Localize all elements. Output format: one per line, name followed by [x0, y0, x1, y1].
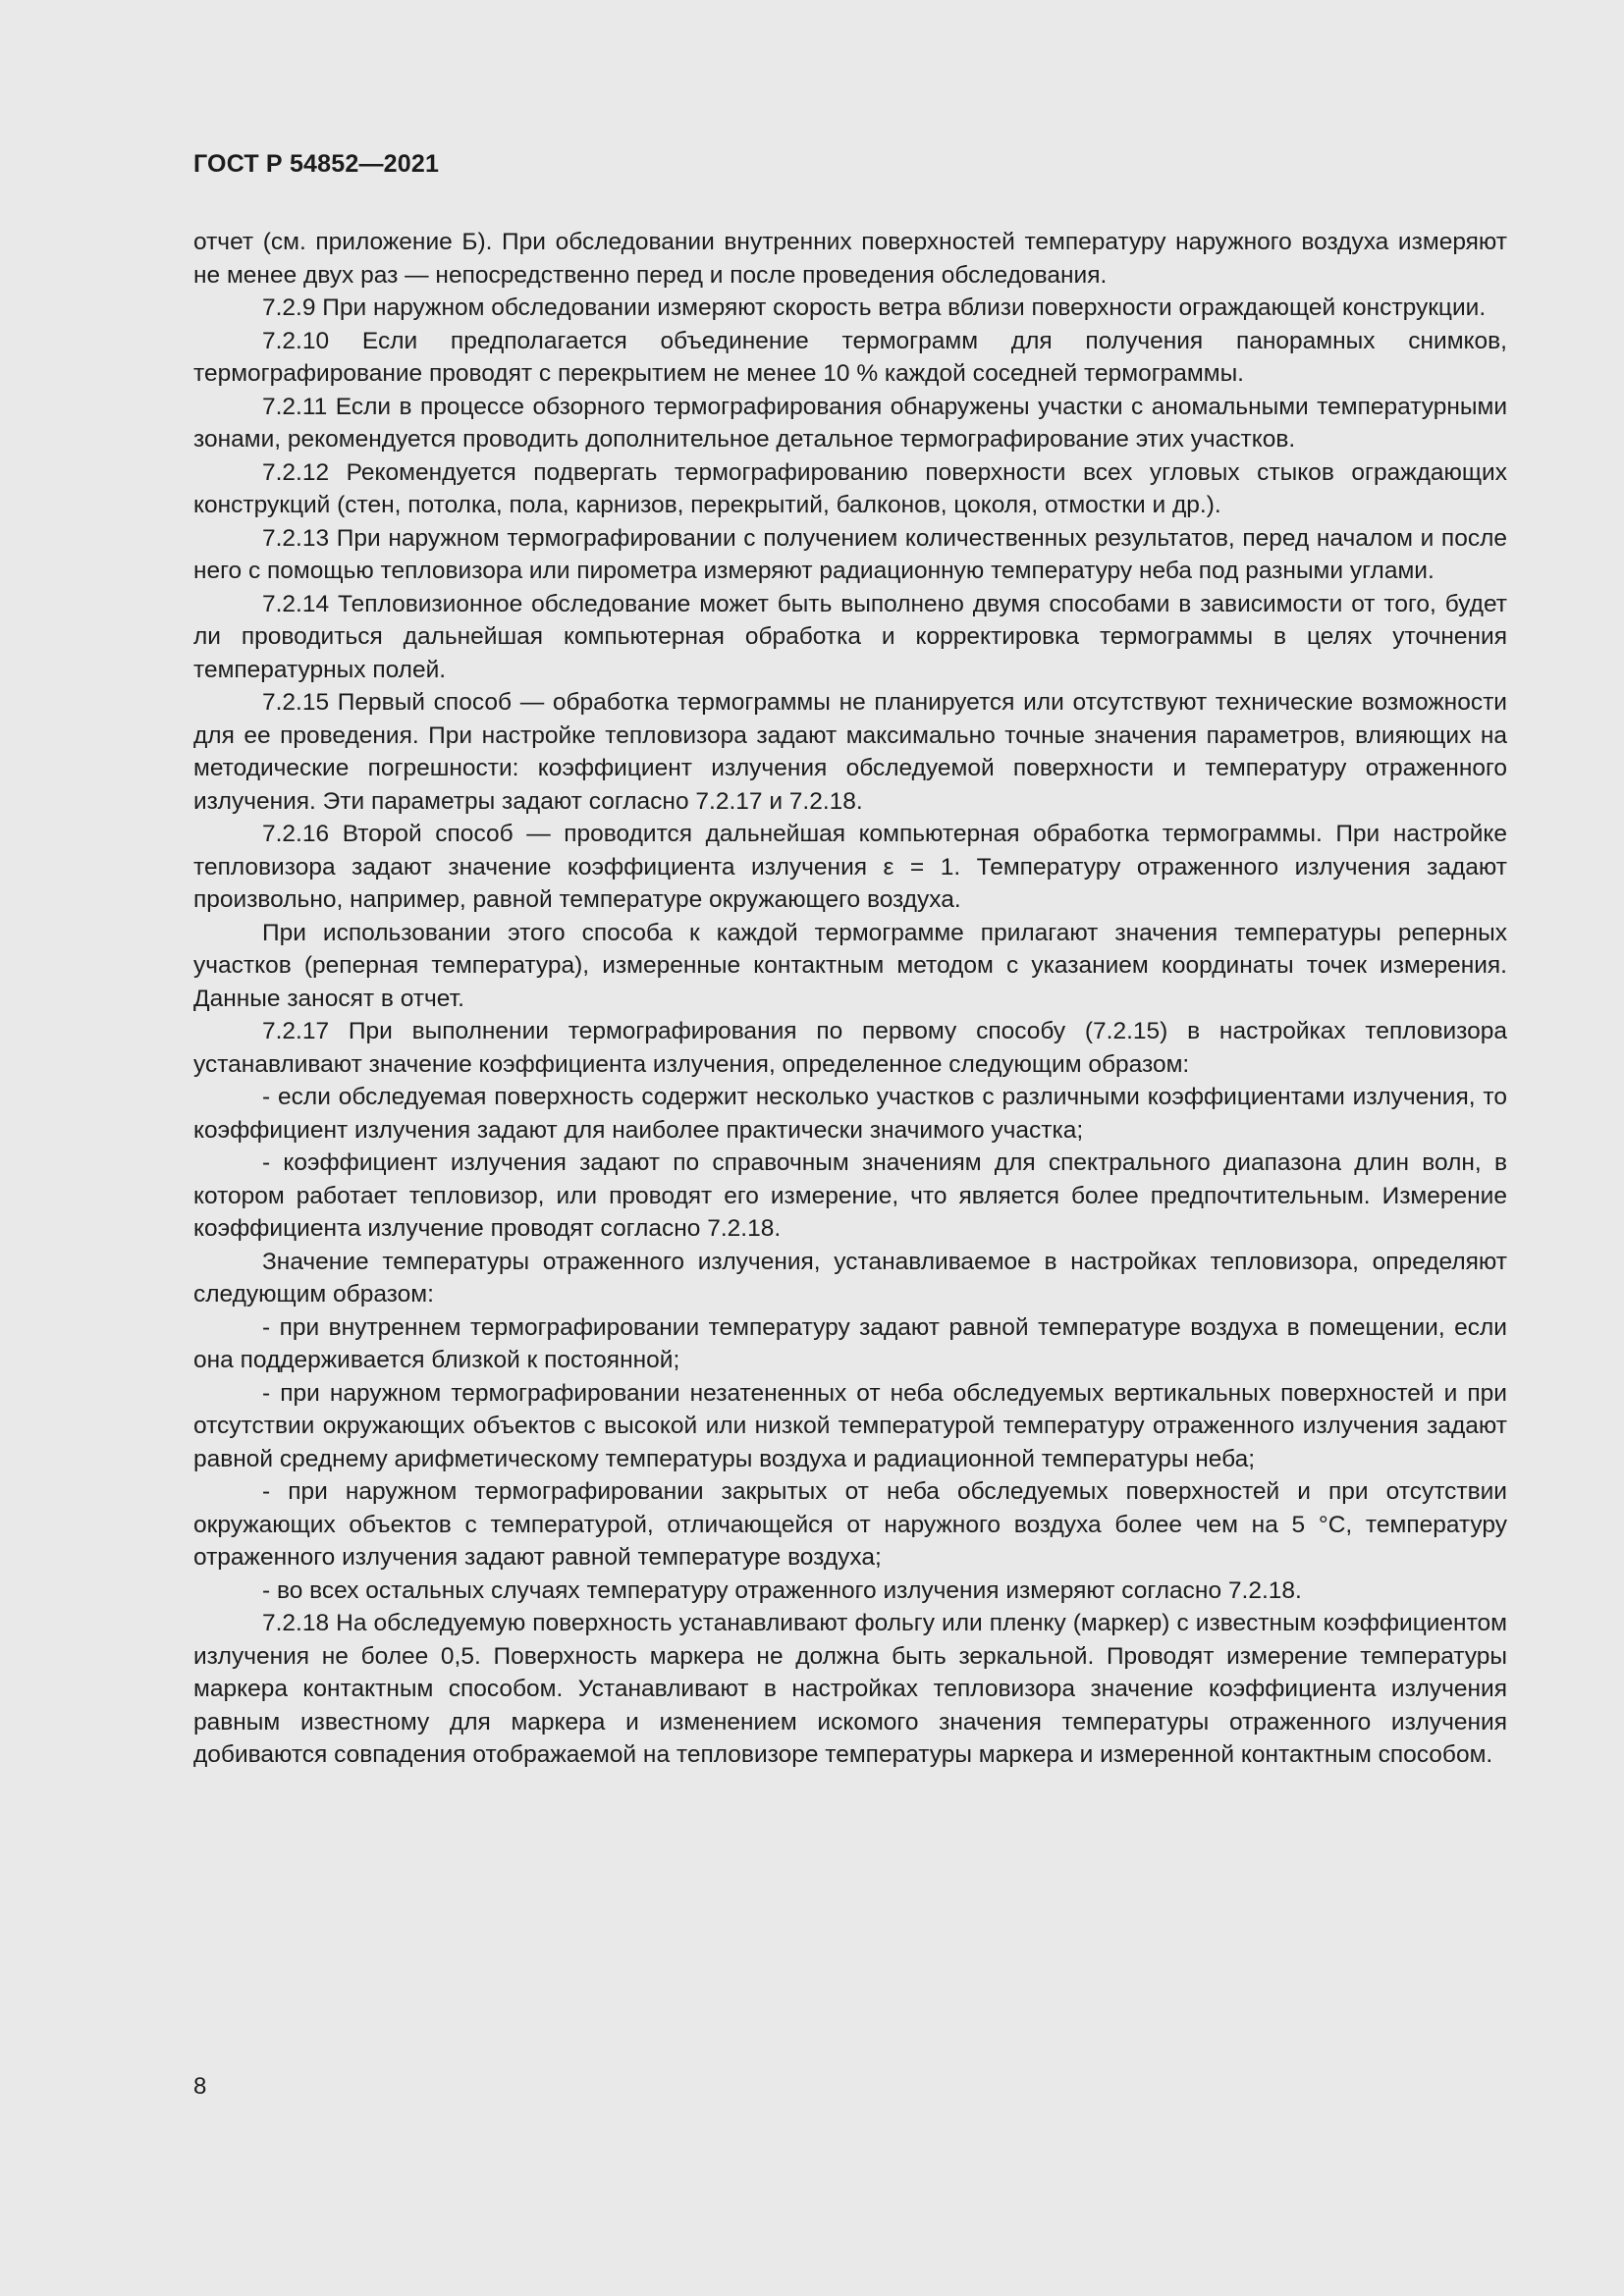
document-header: ГОСТ Р 54852—2021: [193, 150, 440, 178]
paragraph-7-2-17: 7.2.17 При выполнении термографирования по первому способу (7.2.15) в настройках тепловизора устанавливают значение коэффициента излучения, определенное следующим образом:: [193, 1018, 1507, 1078]
paragraph-7-2-15: 7.2.15 Первый способ — обработка термограммы не планируется или отсутствуют технические возможности для ее проведения. При настройке тепловизора задают максимально точные значения параметров, влияющих на методические погрешности: коэффициент излучения обследуемой поверхности и температуру отраженного излучения. Эти параметры задают согласно 7.2.17 и 7.2.18.: [193, 689, 1507, 815]
paragraph-7-2-9: 7.2.9 При наружном обследовании измеряют скорость ветра вблизи поверхности ограждающей конструкции.: [262, 294, 1487, 321]
list-item: - при внутреннем термографировании температуру задают равной температуре воздуха в помещении, если она поддерживается близкой к постоянной;: [193, 1313, 1507, 1373]
paragraph-7-2-13: 7.2.13 При наружном термографировании с получением количественных результатов, перед началом и после него с помощью тепловизора или пирометра измеряют радиационную температуру неба под разными углами.: [193, 524, 1507, 584]
document-body: [193, 226, 1507, 1772]
paragraph-7-2-11: 7.2.11 Если в процессе обзорного термографирования обнаружены участки с аномальными температурными зонами, рекомендуется проводить дополнительное детальное термографирование этих участков.: [193, 393, 1507, 453]
page-number: 8: [193, 2073, 207, 2100]
paragraph-7-2-16: 7.2.16 Второй способ — проводится дальнейшая компьютерная обработка термограммы. При настройке тепловизора задают значение коэффициента излучения ε = 1. Температуру отраженного излучения задают произвольно, например, равной температуре окружающего воздуха.: [193, 821, 1507, 913]
paragraph-7-2-18: 7.2.18 На обследуемую поверхность устанавливают фольгу или пленку (маркер) с известным коэффициентом излучения не более 0,5. Поверхность маркера не должна быть зеркальной. Проводят измерение температуры маркера контактным способом. Устанавливают в настройках тепловизора значение коэффициента излучения равным известному для маркера и изменением искомого значения температуры отраженного излучения добиваются совпадения отображаемой на тепловизоре температуры маркера и измеренной контактным способом.: [193, 1610, 1507, 1768]
paragraph-7-2-10: 7.2.10 Если предполагается объединение термограмм для получения панорамных снимков, термографирование проводят с перекрытием не менее 10 % каждой соседней термограммы.: [193, 327, 1507, 387]
list-item: - во всех остальных случаях температуру отраженного излучения измеряют согласно 7.2.18.: [262, 1576, 1302, 1604]
list-item: - коэффициент излучения задают по справочным значениям для спектрального диапазона длин волн, в котором работает тепловизор, или проводят его измерение, что является более предпочтительным. Измерение коэффициента излучение проводят согласно 7.2.18.: [193, 1149, 1507, 1242]
paragraph-7-2-16-cont: При использовании этого способа к каждой термограмме прилагают значения температуры реперных участков (реперная температура), измеренные контактным методом с указанием координаты точек измерения. Данные заносят в отчет.: [193, 919, 1507, 1012]
list-item: - при наружном термографировании незатененных от неба обследуемых вертикальных поверхностей и при отсутствии окружающих объектов с высокой или низкой температурой температуру отраженного излучения задают равной среднему арифметическому температуры воздуха и радиационной температуры неба;: [193, 1379, 1507, 1472]
paragraph-7-2-14: 7.2.14 Тепловизионное обследование может быть выполнено двумя способами в зависимости от того, будет ли проводиться дальнейшая компьютерная обработка и корректировка термограммы в целях уточнения температурных полей.: [193, 590, 1507, 683]
list-item: - при наружном термографировании закрытых от неба обследуемых поверхностей и при отсутствии окружающих объектов с температурой, отличающейся от наружного воздуха более чем на 5 °С, температуру отраженного излучения задают равной температуре воздуха;: [193, 1478, 1507, 1571]
paragraph-reflected-temp: Значение температуры отраженного излучения, устанавливаемое в настройках тепловизора, определяют следующим образом:: [193, 1248, 1507, 1308]
paragraph-continuation: отчет (см. приложение Б). При обследовании внутренних поверхностей температуру наружного воздуха измеряют не менее двух раз — непосредственно перед и после проведения обследования.: [193, 229, 1507, 289]
paragraph-7-2-12: 7.2.12 Рекомендуется подвергать термографированию поверхности всех угловых стыков ограждающих конструкций (стен, потолка, пола, карнизов, перекрытий, балконов, цоколя, отмостки и др.).: [193, 458, 1507, 518]
list-item: - если обследуемая поверхность содержит несколько участков с различными коэффициентами излучения, то коэффициент излучения задают для наиболее практически значимого участка;: [193, 1084, 1507, 1144]
